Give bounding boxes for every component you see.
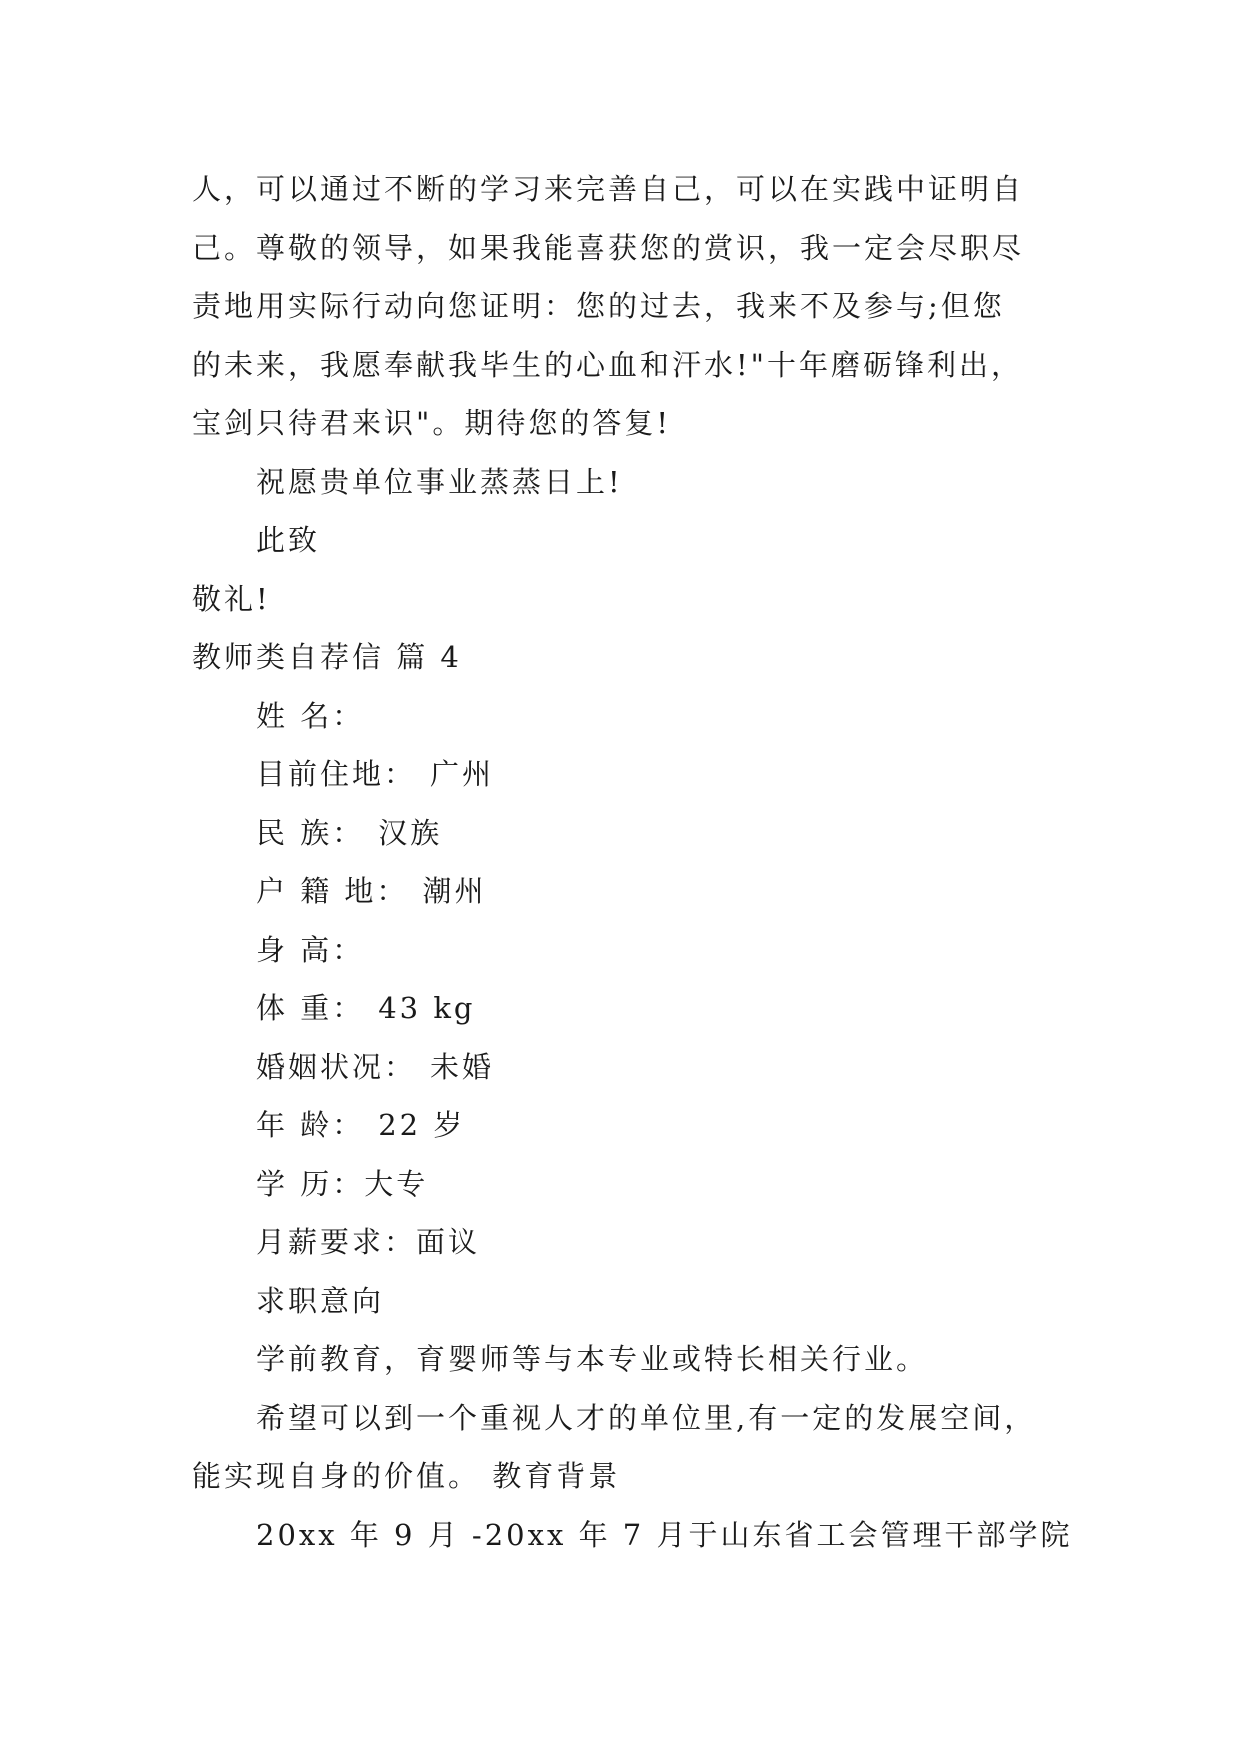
weight-value: 43 kg — [378, 991, 476, 1025]
hukou-value: 潮州 — [422, 874, 487, 908]
hope-line-continued: 能实现自身的价值。 教育背景 — [192, 1459, 621, 1493]
hukou-label: 户 籍 地： — [256, 874, 409, 908]
weight-label: 体 重： — [256, 991, 365, 1025]
intention-heading: 求职意向 — [256, 1283, 385, 1318]
residence-value: 广州 — [430, 757, 495, 791]
section-title: 教师类自荐信 篇 4 — [192, 640, 462, 674]
height-label: 身 高： — [256, 932, 365, 967]
salutation-line: 敬礼! — [192, 581, 271, 616]
residence-label: 目前住地： — [256, 757, 417, 791]
profile-education-row: 学 历：大专 — [256, 1166, 429, 1201]
profile-marital-row — [192, 1038, 1072, 1097]
marital-value: 未婚 — [430, 1049, 495, 1084]
profile-salary-row: 月薪要求：面议 — [256, 1225, 481, 1259]
ethnicity-value: 汉族 — [378, 815, 443, 850]
marital-label: 婚姻状况： — [256, 1049, 417, 1084]
wish-line: 祝愿贵单位事业蒸蒸日上! — [256, 464, 623, 499]
age-value: 22 岁 — [378, 1108, 466, 1142]
profile-height-row — [192, 921, 1072, 980]
paragraph-line: 的未来，我愿奉献我毕生的心血和汗水!"十年磨砺锋利出， — [192, 347, 1023, 382]
paragraph-line: 己。尊敬的领导，如果我能喜获您的赏识，我一定会尽职尽 — [192, 230, 1025, 265]
paragraph-line: 人，可以通过不断的学习来完善自己，可以在实践中证明自 — [192, 172, 1025, 206]
education-background-line: 20xx 年 9 月 -20xx 年 7 月于山东省工会管理干部学院 — [256, 1517, 1073, 1552]
document-body — [192, 160, 1072, 1564]
profile-ethnicity-row — [192, 804, 1072, 863]
intention-text: 学前教育，育婴师等与本专业或特长相关行业。 — [256, 1342, 929, 1376]
hope-line: 希望可以到一个重视人才的单位里,有一定的发展空间， — [256, 1400, 1037, 1435]
profile-hukou-row — [192, 862, 1072, 921]
profile-residence-row — [192, 745, 1072, 804]
profile-name-row — [192, 687, 1072, 746]
paragraph-line: 责地用实际行动向您证明：您的过去，我来不及参与;但您 — [192, 289, 1005, 323]
profile-weight-row — [192, 979, 1072, 1038]
ethnicity-label: 民 族： — [256, 815, 365, 850]
profile-age-row — [192, 1096, 1072, 1155]
age-label: 年 龄： — [256, 1108, 365, 1142]
paragraph-line: 宝剑只待君来识"。期待您的答复! — [192, 406, 671, 440]
closing-line: 此致 — [256, 523, 321, 557]
name-label: 姓 名： — [256, 698, 365, 733]
